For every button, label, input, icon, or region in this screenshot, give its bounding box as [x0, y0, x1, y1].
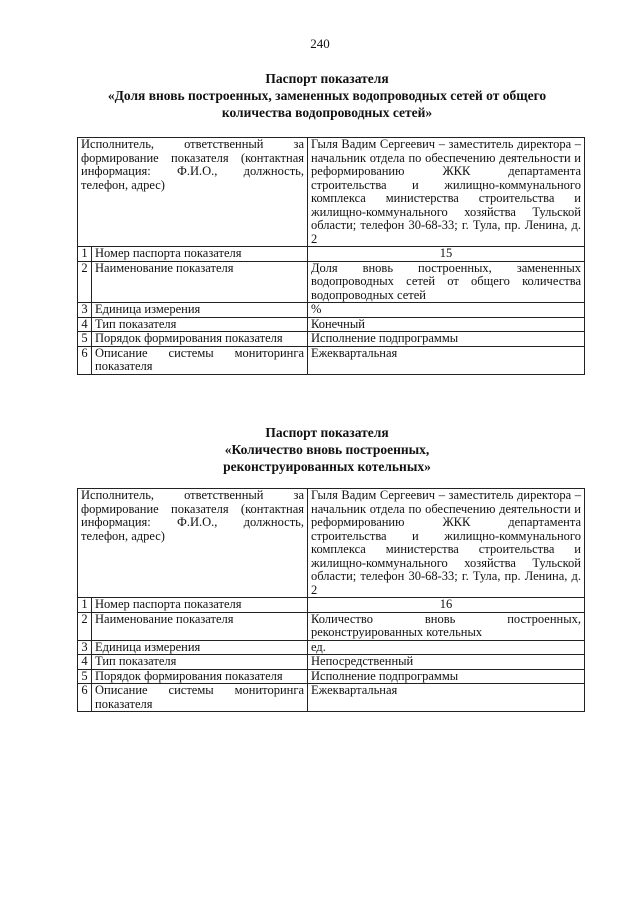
passport-2-subtitle-line-1: «Количество вновь построенных,: [224, 442, 430, 457]
passport-2-title-block: [40, 424, 614, 475]
table-row: [78, 612, 585, 640]
row-value: Ежеквартальная: [308, 346, 585, 374]
table-row: [78, 317, 585, 332]
table-row: [78, 655, 585, 670]
table-row: [78, 598, 585, 613]
passport-1-subtitle-line-2: количества водопроводных сетей»: [221, 105, 433, 120]
row-value: Количество вновь построенных, реконструированных котельных: [308, 612, 585, 640]
row-label: Номер паспорта показателя: [92, 247, 308, 262]
row-number: 1: [78, 247, 92, 262]
executor-label: Исполнитель, ответственный за формирование показателя (контактная информация: Ф.И.О., должность, телефон, адрес): [78, 138, 308, 247]
row-number: 6: [78, 684, 92, 712]
row-value: %: [308, 303, 585, 318]
passport-2-table: [77, 488, 585, 712]
executor-value: Гыля Вадим Сергеевич – заместитель директора – начальник отдела по обеспечению деятельности и реформированию ЖКК департамента строительства и жилищно-коммунального комплекса министерства строительства и жилищно-коммунального хозяйства Тульской области; телефон 30-68-33; г. Тула, пр. Ленина, д. 2: [308, 138, 585, 247]
row-label: Порядок формирования показателя: [92, 669, 308, 684]
row-number: 2: [78, 612, 92, 640]
passport-1-subtitle-line-1: «Доля вновь построенных, замененных водопроводных сетей от общего: [107, 88, 547, 103]
table-row: [78, 684, 585, 712]
row-number: 5: [78, 669, 92, 684]
row-value: Доля вновь построенных, замененных водопроводных сетей от общего количества водопроводных сетей: [308, 261, 585, 303]
passport-number-value: 16: [308, 598, 585, 613]
row-label: Тип показателя: [92, 655, 308, 670]
passport-2-title: Паспорт показателя: [265, 425, 389, 440]
row-value: Исполнение подпрограммы: [308, 669, 585, 684]
row-value: Ежеквартальная: [308, 684, 585, 712]
row-value: Исполнение подпрограммы: [308, 332, 585, 347]
table-row: [78, 247, 585, 262]
row-value: Конечный: [308, 317, 585, 332]
row-label: Описание системы мониторинга показателя: [92, 346, 308, 374]
row-label: Единица измерения: [92, 640, 308, 655]
row-number: 4: [78, 317, 92, 332]
row-label: Номер паспорта показателя: [92, 598, 308, 613]
row-value: ед.: [308, 640, 585, 655]
row-number: 2: [78, 261, 92, 303]
row-number: 3: [78, 303, 92, 318]
row-number: 1: [78, 598, 92, 613]
table-row: [78, 489, 585, 598]
table-row: [78, 261, 585, 303]
page-number: 240: [310, 36, 330, 51]
passport-2-subtitle-line-2: реконструированных котельных»: [223, 459, 431, 474]
table-row: [78, 138, 585, 247]
passport-1-table: [77, 137, 585, 375]
row-value: Непосредственный: [308, 655, 585, 670]
row-label: Тип показателя: [92, 317, 308, 332]
table-row: [78, 332, 585, 347]
passport-1-title-block: [40, 70, 614, 121]
row-number: 3: [78, 640, 92, 655]
row-label: Описание системы мониторинга показателя: [92, 684, 308, 712]
row-number: 6: [78, 346, 92, 374]
row-label: Наименование показателя: [92, 261, 308, 303]
table-row: [78, 669, 585, 684]
row-label: Порядок формирования показателя: [92, 332, 308, 347]
table-row: [78, 640, 585, 655]
row-label: Единица измерения: [92, 303, 308, 318]
executor-label: Исполнитель, ответственный за формирование показателя (контактная информация: Ф.И.О., должность, телефон, адрес): [78, 489, 308, 598]
passport-1-title: Паспорт показателя: [265, 71, 389, 86]
row-label: Наименование показателя: [92, 612, 308, 640]
table-row: [78, 346, 585, 374]
row-number: 5: [78, 332, 92, 347]
row-number: 4: [78, 655, 92, 670]
passport-number-value: 15: [308, 247, 585, 262]
table-row: [78, 303, 585, 318]
executor-value: Гыля Вадим Сергеевич – заместитель директора – начальник отдела по обеспечению деятельности и реформированию ЖКК департамента строительства и жилищно-коммунального комплекса министерства строительства и жилищно-коммунального хозяйства Тульской области; телефон 30-68-33; г. Тула, пр. Ленина, д. 2: [308, 489, 585, 598]
